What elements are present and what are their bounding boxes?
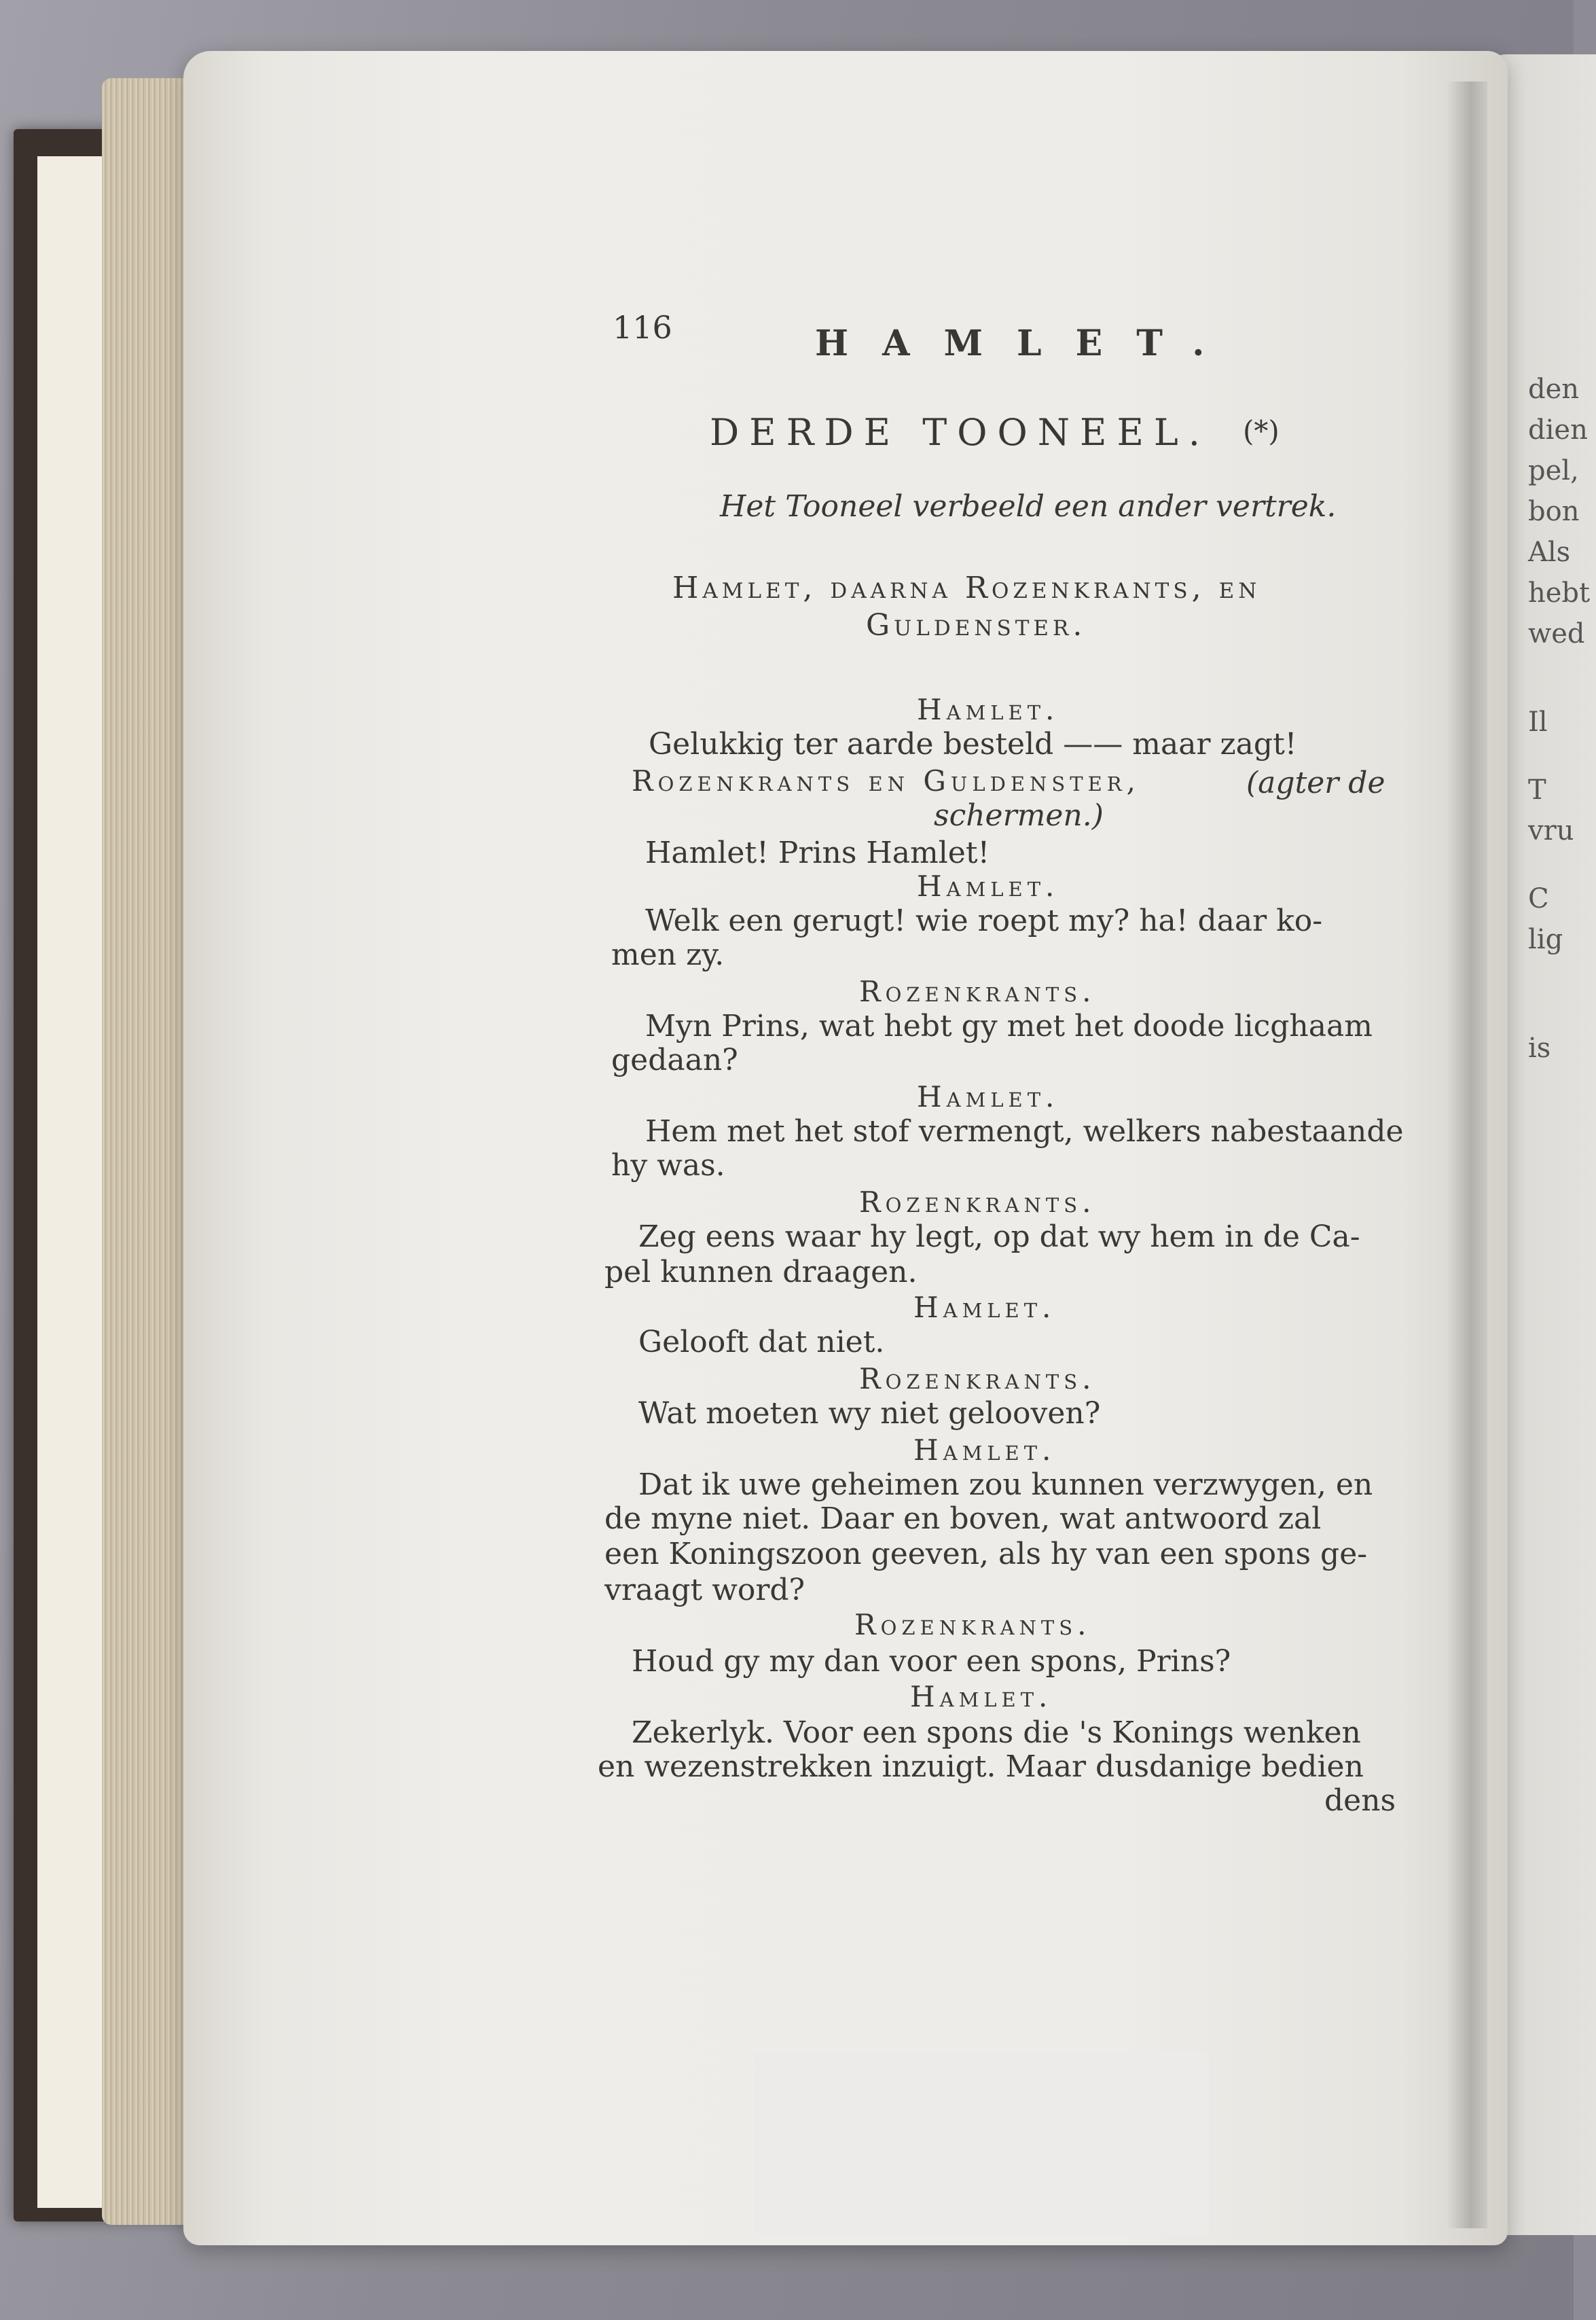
dialogue-line: gedaan?	[611, 1043, 738, 1077]
dialogue-line: Myn Prins, wat hebt gy met het doode licghaam	[645, 1009, 1373, 1043]
speaker-heading: Hamlet.	[913, 1433, 1056, 1467]
facing-fragment: vru	[1528, 815, 1574, 846]
running-head: HAMLET.	[815, 323, 1239, 364]
speaker-heading: Hamlet.	[910, 1680, 1053, 1713]
dialogue-line: pel kunnen draagen.	[604, 1255, 918, 1289]
dialogue-line: Wat moeten wy niet gelooven?	[638, 1396, 1101, 1431]
speaker-heading: Rozenkrants.	[854, 1608, 1091, 1641]
speaker-heading: Rozenkrants.	[859, 1185, 1096, 1219]
cast-line: Guldenster.	[866, 608, 1087, 643]
stage-direction: schermen.)	[934, 798, 1104, 833]
dialogue-line: vraagt word?	[604, 1573, 805, 1607]
dialogue-line: Welk een gerugt! wie roept my? ha! daar ko-	[645, 904, 1323, 938]
stage-direction: (agter de	[1246, 766, 1385, 800]
speaker-heading: Rozenkrants.	[859, 975, 1096, 1008]
dialogue-line: de myne niet. Daar en boven, wat antwoord zal	[604, 1501, 1322, 1536]
facing-fragment: den	[1528, 374, 1580, 405]
footnote-mark: (*)	[1243, 414, 1280, 448]
facing-fragment: Il	[1528, 707, 1548, 738]
dialogue-line: Gelukkig ter aarde besteld —— maar zagt!	[649, 727, 1297, 762]
facing-fragment: is	[1528, 1033, 1551, 1064]
gutter-shadow	[1447, 82, 1487, 2228]
dialogue-line: Houd gy my dan voor een spons, Prins?	[632, 1644, 1231, 1679]
dialogue-line: Dat ik uwe geheimen zou kunnen verzwygen, en	[638, 1467, 1373, 1502]
scene-setting: Het Tooneel verbeeld een ander vertrek.	[720, 489, 1337, 524]
dialogue-line: men zy.	[611, 938, 725, 972]
facing-fragment: pel,	[1528, 455, 1579, 486]
dialogue-line: en wezenstrekken inzuigt. Maar dusdanige bedien	[598, 1749, 1364, 1784]
speaker-heading: Hamlet.	[917, 693, 1059, 726]
speaker-heading: Hamlet.	[917, 870, 1059, 903]
speaker-heading: Rozenkrants en Guldenster,	[632, 764, 1140, 798]
facing-fragment: C	[1528, 883, 1549, 914]
dialogue-line: een Koningszoon geeven, als hy van een spons ge-	[604, 1537, 1368, 1571]
speaker-heading: Rozenkrants.	[859, 1362, 1096, 1395]
facing-fragment: dien	[1528, 414, 1588, 446]
speaker-heading: Hamlet.	[913, 1291, 1056, 1324]
facing-fragment: hebt	[1528, 577, 1591, 609]
dialogue-line: Hem met het stof vermengt, welkers nabestaande	[645, 1114, 1404, 1149]
dialogue-line: Hamlet! Prins Hamlet!	[645, 836, 990, 870]
cast-line: Hamlet, daarna Rozenkrants, en	[672, 571, 1261, 605]
catchword: dens	[1324, 1783, 1396, 1818]
facing-fragment: wed	[1528, 618, 1585, 649]
page-number: 116	[613, 309, 672, 346]
dialogue-line: Gelooft dat niet.	[638, 1325, 885, 1359]
facing-fragment: lig	[1528, 924, 1563, 955]
scene-title: DERDE TOONEEL.	[710, 411, 1210, 454]
speaker-heading: Hamlet.	[917, 1080, 1059, 1113]
dialogue-line: Zekerlyk. Voor een spons die 's Konings wenken	[632, 1715, 1361, 1750]
redaction-block	[754, 2052, 1209, 2235]
dialogue-line: Zeg eens waar hy legt, op dat wy hem in de Ca-	[638, 1219, 1360, 1254]
dialogue-line: hy was.	[611, 1148, 725, 1183]
facing-fragment: bon	[1528, 496, 1580, 527]
facing-fragment: Als	[1528, 537, 1571, 568]
facing-fragment: T	[1528, 774, 1546, 806]
